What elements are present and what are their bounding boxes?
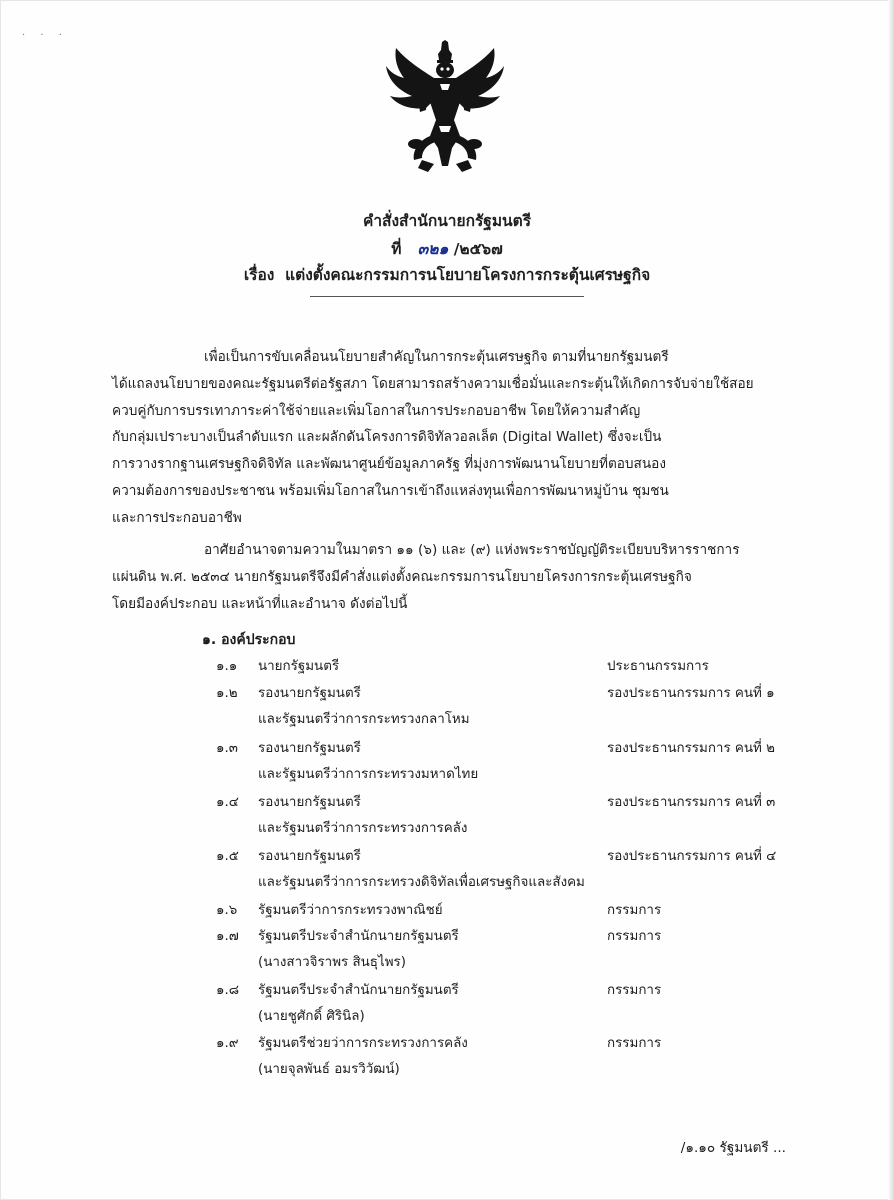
order-number-value: ๓๒๑ — [417, 240, 449, 258]
member-role: รองประธานกรรมการ คนที่ ๓ — [607, 795, 776, 810]
scan-specks: · · · — [22, 30, 68, 41]
member-position: รัฐมนตรีช่วยว่าการกระทรวงการคลัง — [258, 1036, 468, 1051]
member-subtitle: (นายจุลพันธ์ อมรวิวัฒน์) — [258, 1062, 400, 1077]
member-number: ๑.๖ — [216, 903, 238, 918]
member-role: รองประธานกรรมการ คนที่ ๔ — [607, 849, 777, 864]
member-position: รองนายกรัฐมนตรี — [258, 686, 361, 701]
member-subtitle: และรัฐมนตรีว่าการกระทรวงมหาดไทย — [258, 767, 479, 782]
paragraph-purpose — [112, 344, 778, 532]
member-role: กรรมการ — [607, 903, 662, 918]
paragraph-line: การวางรากฐานเศรษฐกิจดิจิทัล และพัฒนาศูนย์ข้อมูลภาครัฐ ที่มุ่งการพัฒนานโยบายที่ตอบสนอง — [112, 456, 666, 473]
paragraph-line: อาศัยอำนาจตามความในมาตรา ๑๑ (๖) และ (๙) แห่งพระราชบัญญัติระเบียบบริหารราชการ — [204, 542, 740, 558]
member-role: กรรมการ — [607, 929, 662, 944]
order-number-year: /๒๕๖๗ — [453, 240, 503, 258]
member-number: ๑.๑ — [216, 659, 238, 674]
paragraph-line: กับกลุ่มเปราะบางเป็นลำดับแรก และผลักดันโครงการดิจิทัลวอลเล็ต (Digital Wallet) ซึ่งจะเป็น — [112, 429, 662, 446]
member-role: รองประธานกรรมการ คนที่ ๑ — [607, 686, 775, 701]
paragraph-authority — [112, 537, 778, 617]
subject-line — [0, 262, 894, 287]
member-number: ๑.๒ — [216, 686, 238, 701]
section-heading-composition: ๑. องค์ประกอบ — [202, 632, 296, 648]
subject-label: เรื่อง — [243, 266, 275, 284]
member-subtitle: และรัฐมนตรีว่าการกระทรวงกลาโหม — [258, 712, 470, 727]
member-position: รองนายกรัฐมนตรี — [258, 795, 361, 810]
page-edge-shadow — [888, 0, 894, 1200]
subject-text: แต่งตั้งคณะกรรมการนโยบายโครงการกระตุ้นเศรษฐกิจ — [285, 266, 651, 284]
member-role: กรรมการ — [607, 1036, 662, 1051]
member-position: รัฐมนตรีว่าการกระทรวงพาณิชย์ — [258, 903, 443, 918]
member-number: ๑.๓ — [216, 741, 238, 756]
member-number: ๑.๗ — [216, 929, 239, 944]
page-continuation: /๑.๑๐ รัฐมนตรี ... — [680, 1140, 786, 1156]
member-number: ๑.๕ — [216, 849, 239, 864]
member-subtitle: และรัฐมนตรีว่าการกระทรวงการคลัง — [258, 821, 468, 836]
member-position: รัฐมนตรีประจำสำนักนายกรัฐมนตรี — [258, 929, 459, 944]
member-role: ประธานกรรมการ — [607, 659, 709, 674]
member-position: นายกรัฐมนตรี — [258, 659, 340, 674]
member-position: รองนายกรัฐมนตรี — [258, 741, 361, 756]
garuda-emblem-icon — [382, 40, 508, 174]
member-number: ๑.๔ — [216, 795, 239, 810]
member-subtitle: และรัฐมนตรีว่าการกระทรวงดิจิทัลเพื่อเศรษฐกิจและสังคม — [258, 875, 585, 890]
member-position: รองนายกรัฐมนตรี — [258, 849, 361, 864]
paragraph-line: โดยมีองค์ประกอบ และหน้าที่และอำนาจ ดังต่อไปนี้ — [112, 595, 408, 612]
member-number: ๑.๘ — [216, 983, 240, 998]
paragraph-line: แผ่นดิน พ.ศ. ๒๕๓๔ นายกรัฐมนตรีจึงมีคำสั่งแต่งตั้งคณะกรรมการนโยบายโครงการกระตุ้นเศรษฐกิจ — [112, 568, 692, 585]
paragraph-line: ควบคู่กับการบรรเทาภาระค่าใช้จ่ายและเพิ่มโอกาสในการประกอบอาชีพ โดยให้ความสำคัญ — [112, 402, 641, 419]
member-position: รัฐมนตรีประจำสำนักนายกรัฐมนตรี — [258, 983, 459, 998]
order-number-label: ที่ — [391, 240, 402, 258]
document-title: คำสั่งสำนักนายกรัฐมนตรี — [362, 212, 532, 230]
member-subtitle: (นายชูศักดิ์ ศิรินิล) — [258, 1009, 365, 1024]
member-subtitle: (นางสาวจิราพร สินธุไพร) — [258, 955, 406, 970]
header-divider — [310, 296, 584, 297]
paragraph-line: ได้แถลงนโยบายของคณะรัฐมนตรีต่อรัฐสภา โดยสามารถสร้างความเชื่อมั่นและกระตุ้นให้เกิดการจับจ่ายใช้สอย — [112, 375, 754, 392]
member-number: ๑.๙ — [216, 1036, 239, 1051]
paragraph-line: และการประกอบอาชีพ — [112, 509, 242, 526]
paragraph-line: ความต้องการของประชาชน พร้อมเพิ่มโอกาสในการเข้าถึงแหล่งทุนเพื่อการพัฒนาหมู่บ้าน ชุมชน — [112, 482, 669, 499]
member-role: กรรมการ — [607, 983, 662, 998]
member-role: รองประธานกรรมการ คนที่ ๒ — [607, 741, 775, 756]
paragraph-line: เพื่อเป็นการขับเคลื่อนนโยบายสำคัญในการกระตุ้นเศรษฐกิจ ตามที่นายกรัฐมนตรี — [204, 349, 669, 365]
order-number-line — [0, 236, 894, 261]
